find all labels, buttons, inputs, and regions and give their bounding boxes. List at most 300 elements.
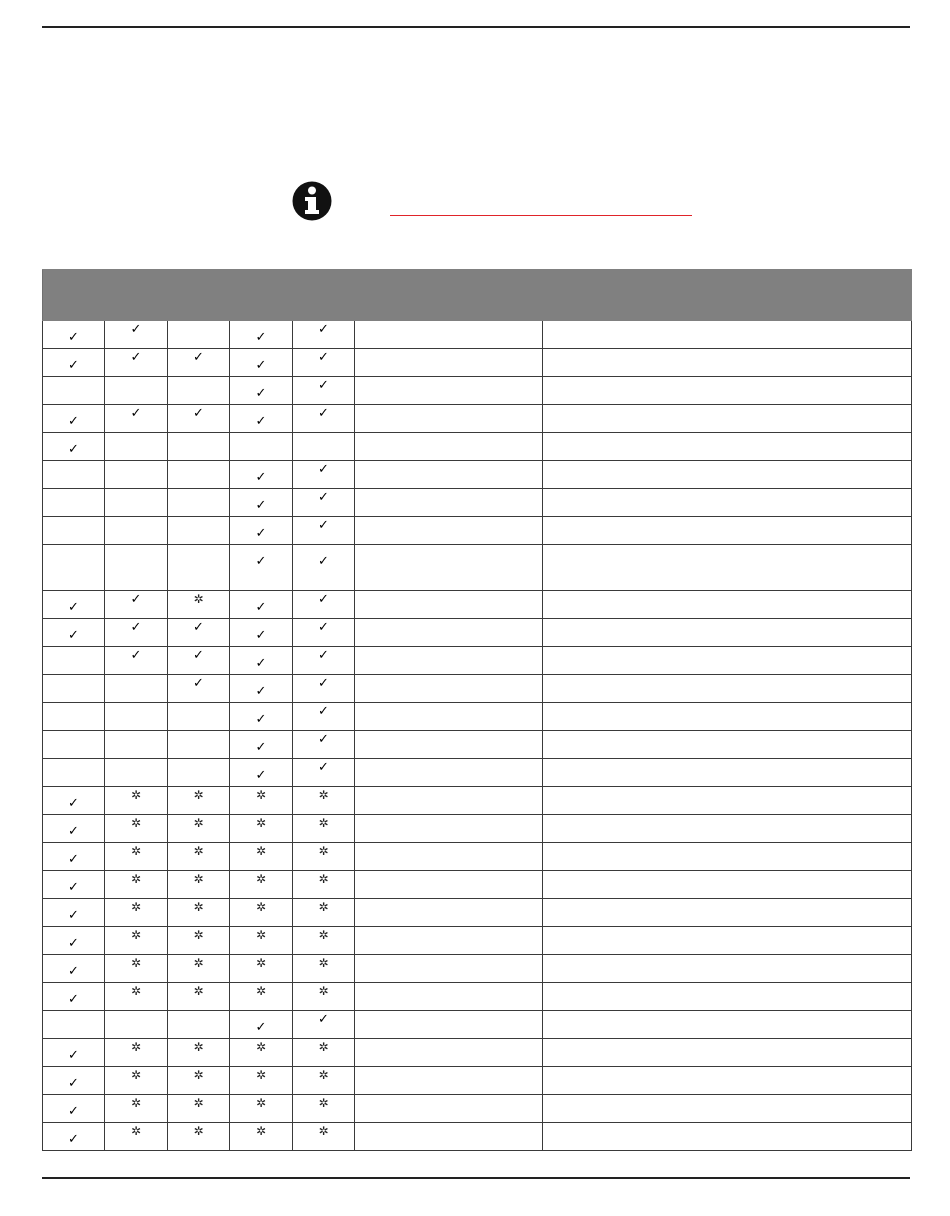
asterisk-icon: ✲ bbox=[255, 900, 267, 914]
table-header-row bbox=[43, 270, 912, 321]
asterisk-icon: ✲ bbox=[255, 1096, 267, 1110]
table-cell bbox=[293, 815, 355, 843]
table-cell bbox=[293, 899, 355, 927]
table-cell bbox=[293, 321, 355, 349]
asterisk-icon: ✲ bbox=[193, 788, 204, 802]
header-cell bbox=[230, 270, 293, 321]
table-cell bbox=[43, 675, 105, 703]
check-icon: ✓ bbox=[318, 676, 329, 691]
table-cell bbox=[105, 787, 168, 815]
table-cell bbox=[105, 927, 168, 955]
asterisk-icon: ✲ bbox=[255, 816, 267, 830]
table-cell bbox=[168, 871, 230, 899]
table-cell bbox=[105, 675, 168, 703]
table-cell bbox=[105, 545, 168, 591]
asterisk-icon: ✲ bbox=[318, 844, 329, 858]
table-cell bbox=[168, 461, 230, 489]
table-row bbox=[43, 815, 912, 843]
check-icon: ✓ bbox=[318, 648, 329, 663]
table-cell bbox=[168, 321, 230, 349]
table-cell bbox=[43, 759, 105, 787]
table-row bbox=[43, 675, 912, 703]
table-row bbox=[43, 647, 912, 675]
table-cell bbox=[355, 433, 543, 461]
asterisk-icon: ✲ bbox=[255, 984, 267, 998]
table-cell bbox=[230, 1011, 293, 1039]
check-icon: ✓ bbox=[255, 386, 267, 401]
check-icon: ✓ bbox=[318, 462, 329, 477]
check-icon: ✓ bbox=[68, 936, 79, 951]
table-cell bbox=[168, 787, 230, 815]
table-cell bbox=[355, 731, 543, 759]
table-row bbox=[43, 461, 912, 489]
table-cell bbox=[355, 787, 543, 815]
table-row bbox=[43, 843, 912, 871]
info-link-underline[interactable] bbox=[390, 215, 692, 216]
table-cell bbox=[543, 517, 912, 545]
table-cell bbox=[543, 405, 912, 433]
asterisk-icon: ✲ bbox=[318, 1124, 329, 1138]
check-icon: ✓ bbox=[68, 880, 79, 895]
table-cell bbox=[105, 1123, 168, 1151]
check-icon: ✓ bbox=[193, 676, 204, 691]
table-cell bbox=[230, 433, 293, 461]
asterisk-icon: ✲ bbox=[193, 816, 204, 830]
asterisk-icon: ✲ bbox=[130, 1068, 142, 1082]
header-cell bbox=[543, 270, 912, 321]
table-cell bbox=[168, 377, 230, 405]
table-row bbox=[43, 1123, 912, 1151]
table-cell bbox=[293, 1067, 355, 1095]
table-cell bbox=[43, 377, 105, 405]
table-row bbox=[43, 927, 912, 955]
table-row bbox=[43, 349, 912, 377]
check-icon: ✓ bbox=[318, 518, 329, 533]
table-cell bbox=[43, 731, 105, 759]
asterisk-icon: ✲ bbox=[193, 928, 204, 942]
header-cell bbox=[293, 270, 355, 321]
asterisk-icon: ✲ bbox=[193, 984, 204, 998]
table-cell bbox=[105, 349, 168, 377]
asterisk-icon: ✲ bbox=[318, 956, 329, 970]
table-cell bbox=[293, 1039, 355, 1067]
check-icon: ✓ bbox=[68, 796, 79, 811]
asterisk-icon: ✲ bbox=[318, 1040, 329, 1054]
check-icon: ✓ bbox=[68, 600, 79, 615]
asterisk-icon: ✲ bbox=[193, 872, 204, 886]
table-cell bbox=[543, 321, 912, 349]
asterisk-icon: ✲ bbox=[130, 844, 142, 858]
table-body bbox=[43, 321, 912, 1151]
table-cell bbox=[43, 899, 105, 927]
table-cell bbox=[543, 787, 912, 815]
asterisk-icon: ✲ bbox=[193, 1040, 204, 1054]
check-icon: ✓ bbox=[130, 648, 142, 663]
table-cell bbox=[105, 703, 168, 731]
table-cell bbox=[230, 619, 293, 647]
table-row bbox=[43, 1039, 912, 1067]
check-icon: ✓ bbox=[193, 350, 204, 365]
table-cell bbox=[230, 489, 293, 517]
table-row bbox=[43, 1067, 912, 1095]
asterisk-icon: ✲ bbox=[255, 872, 267, 886]
check-icon: ✓ bbox=[318, 322, 329, 337]
table-cell bbox=[293, 731, 355, 759]
table-cell bbox=[355, 1067, 543, 1095]
table-row bbox=[43, 489, 912, 517]
table-cell bbox=[168, 433, 230, 461]
table-cell bbox=[168, 405, 230, 433]
table-cell bbox=[168, 731, 230, 759]
asterisk-icon: ✲ bbox=[318, 984, 329, 998]
table-cell bbox=[43, 433, 105, 461]
table-cell bbox=[168, 983, 230, 1011]
asterisk-icon: ✲ bbox=[318, 1068, 329, 1082]
info-icon bbox=[292, 181, 332, 221]
table-cell bbox=[43, 815, 105, 843]
table-row bbox=[43, 1095, 912, 1123]
table-cell bbox=[543, 759, 912, 787]
table-cell bbox=[355, 899, 543, 927]
table-cell bbox=[293, 983, 355, 1011]
check-icon: ✓ bbox=[318, 490, 329, 505]
table-cell bbox=[230, 591, 293, 619]
table-cell bbox=[230, 377, 293, 405]
table-row bbox=[43, 517, 912, 545]
table-cell bbox=[105, 1095, 168, 1123]
table-cell bbox=[43, 405, 105, 433]
table-cell bbox=[293, 619, 355, 647]
table-cell bbox=[543, 1095, 912, 1123]
table-cell bbox=[105, 489, 168, 517]
check-icon: ✓ bbox=[255, 358, 267, 373]
table-cell bbox=[355, 405, 543, 433]
table-cell bbox=[230, 647, 293, 675]
table-cell bbox=[168, 815, 230, 843]
table-cell bbox=[543, 1039, 912, 1067]
check-icon: ✓ bbox=[68, 992, 79, 1007]
table-cell bbox=[293, 1011, 355, 1039]
check-icon: ✓ bbox=[255, 768, 267, 783]
check-icon: ✓ bbox=[318, 554, 329, 569]
check-icon: ✓ bbox=[255, 498, 267, 513]
table-cell bbox=[168, 1067, 230, 1095]
table-row bbox=[43, 731, 912, 759]
asterisk-icon: ✲ bbox=[193, 1068, 204, 1082]
table-cell bbox=[105, 405, 168, 433]
asterisk-icon: ✲ bbox=[255, 928, 267, 942]
table-cell bbox=[355, 647, 543, 675]
check-icon: ✓ bbox=[255, 712, 267, 727]
table-row bbox=[43, 591, 912, 619]
check-icon: ✓ bbox=[68, 1076, 79, 1091]
check-icon: ✓ bbox=[130, 350, 142, 365]
check-icon: ✓ bbox=[255, 656, 267, 671]
table-row bbox=[43, 321, 912, 349]
check-icon: ✓ bbox=[68, 414, 79, 429]
table-cell bbox=[355, 321, 543, 349]
table-cell bbox=[543, 433, 912, 461]
table-cell bbox=[168, 1039, 230, 1067]
table-cell bbox=[168, 1123, 230, 1151]
table-cell bbox=[43, 647, 105, 675]
table-cell bbox=[230, 461, 293, 489]
table-cell bbox=[293, 675, 355, 703]
asterisk-icon: ✲ bbox=[130, 1040, 142, 1054]
table-row bbox=[43, 899, 912, 927]
asterisk-icon: ✲ bbox=[193, 592, 204, 606]
table-cell bbox=[105, 1011, 168, 1039]
table-cell bbox=[43, 955, 105, 983]
table-cell bbox=[105, 1067, 168, 1095]
check-icon: ✓ bbox=[255, 628, 267, 643]
table-cell bbox=[43, 591, 105, 619]
table-cell bbox=[168, 489, 230, 517]
table-cell bbox=[105, 647, 168, 675]
table-cell bbox=[543, 955, 912, 983]
check-icon: ✓ bbox=[318, 760, 329, 775]
table-row bbox=[43, 1011, 912, 1039]
table-row bbox=[43, 433, 912, 461]
asterisk-icon: ✲ bbox=[130, 928, 142, 942]
check-icon: ✓ bbox=[318, 704, 329, 719]
table-row bbox=[43, 955, 912, 983]
table-cell bbox=[543, 619, 912, 647]
check-icon: ✓ bbox=[68, 1132, 79, 1147]
table-cell bbox=[293, 843, 355, 871]
asterisk-icon: ✲ bbox=[255, 956, 267, 970]
table-cell bbox=[355, 703, 543, 731]
check-icon: ✓ bbox=[318, 406, 329, 421]
check-icon: ✓ bbox=[318, 732, 329, 747]
asterisk-icon: ✲ bbox=[130, 984, 142, 998]
table-cell bbox=[543, 489, 912, 517]
table-cell bbox=[543, 675, 912, 703]
table-cell bbox=[543, 871, 912, 899]
table-cell bbox=[105, 871, 168, 899]
check-icon: ✓ bbox=[255, 600, 267, 615]
table-cell bbox=[230, 349, 293, 377]
table-cell bbox=[43, 871, 105, 899]
table-cell bbox=[293, 871, 355, 899]
asterisk-icon: ✲ bbox=[318, 872, 329, 886]
table-cell bbox=[355, 517, 543, 545]
asterisk-icon: ✲ bbox=[193, 1096, 204, 1110]
table-cell bbox=[293, 433, 355, 461]
check-icon: ✓ bbox=[255, 330, 267, 345]
table-cell bbox=[43, 843, 105, 871]
check-icon: ✓ bbox=[318, 350, 329, 365]
table-cell bbox=[293, 591, 355, 619]
table-cell bbox=[293, 759, 355, 787]
table-cell bbox=[230, 703, 293, 731]
check-icon: ✓ bbox=[255, 526, 267, 541]
asterisk-icon: ✲ bbox=[193, 844, 204, 858]
table-cell bbox=[543, 377, 912, 405]
asterisk-icon: ✲ bbox=[130, 900, 142, 914]
table-cell bbox=[105, 321, 168, 349]
table-cell bbox=[43, 349, 105, 377]
table-cell bbox=[293, 377, 355, 405]
asterisk-icon: ✲ bbox=[318, 788, 329, 802]
table-cell bbox=[230, 787, 293, 815]
table-cell bbox=[230, 871, 293, 899]
table-cell bbox=[105, 955, 168, 983]
table-cell bbox=[43, 489, 105, 517]
table-cell bbox=[168, 619, 230, 647]
table-cell bbox=[230, 983, 293, 1011]
check-icon: ✓ bbox=[68, 908, 79, 923]
table-cell bbox=[105, 759, 168, 787]
table-cell bbox=[168, 927, 230, 955]
table-cell bbox=[293, 489, 355, 517]
table-row bbox=[43, 983, 912, 1011]
asterisk-icon: ✲ bbox=[255, 788, 267, 802]
table-cell bbox=[230, 731, 293, 759]
check-icon: ✓ bbox=[68, 1104, 79, 1119]
table-cell bbox=[543, 1011, 912, 1039]
table-row bbox=[43, 703, 912, 731]
table-row bbox=[43, 619, 912, 647]
check-icon: ✓ bbox=[68, 628, 79, 643]
table-row bbox=[43, 377, 912, 405]
table-cell bbox=[293, 1095, 355, 1123]
table-cell bbox=[43, 1011, 105, 1039]
table-cell bbox=[43, 1123, 105, 1151]
table-row bbox=[43, 871, 912, 899]
table-cell bbox=[543, 843, 912, 871]
check-icon: ✓ bbox=[318, 592, 329, 607]
table-cell bbox=[168, 591, 230, 619]
table-cell bbox=[293, 517, 355, 545]
table-cell bbox=[230, 675, 293, 703]
table-cell bbox=[355, 1095, 543, 1123]
table-cell bbox=[293, 955, 355, 983]
table-cell bbox=[355, 1011, 543, 1039]
table-cell bbox=[43, 787, 105, 815]
table-cell bbox=[230, 955, 293, 983]
table-cell bbox=[105, 377, 168, 405]
table-cell bbox=[293, 703, 355, 731]
asterisk-icon: ✲ bbox=[130, 1096, 142, 1110]
table-cell bbox=[43, 1039, 105, 1067]
asterisk-icon: ✲ bbox=[130, 1124, 142, 1138]
table-cell bbox=[543, 731, 912, 759]
asterisk-icon: ✲ bbox=[193, 956, 204, 970]
table-cell bbox=[168, 675, 230, 703]
table-cell bbox=[105, 591, 168, 619]
table-cell bbox=[168, 1095, 230, 1123]
check-icon: ✓ bbox=[193, 620, 204, 635]
table-cell bbox=[543, 899, 912, 927]
table-cell bbox=[355, 759, 543, 787]
table-cell bbox=[230, 1067, 293, 1095]
table-cell bbox=[168, 955, 230, 983]
check-icon: ✓ bbox=[255, 740, 267, 755]
check-icon: ✓ bbox=[68, 330, 79, 345]
table-cell bbox=[355, 591, 543, 619]
table-cell bbox=[355, 461, 543, 489]
asterisk-icon: ✲ bbox=[255, 844, 267, 858]
compatibility-table bbox=[42, 269, 912, 1151]
table-cell bbox=[230, 1123, 293, 1151]
table-cell bbox=[543, 647, 912, 675]
table-cell bbox=[355, 489, 543, 517]
table-cell bbox=[543, 983, 912, 1011]
check-icon: ✓ bbox=[68, 1048, 79, 1063]
table-row bbox=[43, 405, 912, 433]
header-cell bbox=[355, 270, 543, 321]
table-cell bbox=[355, 1123, 543, 1151]
check-icon: ✓ bbox=[130, 592, 142, 607]
table-cell bbox=[293, 927, 355, 955]
table-row bbox=[43, 787, 912, 815]
table-cell bbox=[230, 815, 293, 843]
table-cell bbox=[293, 349, 355, 377]
check-icon: ✓ bbox=[255, 684, 267, 699]
table-cell bbox=[543, 591, 912, 619]
table-cell bbox=[105, 619, 168, 647]
check-icon: ✓ bbox=[130, 406, 142, 421]
table-cell bbox=[105, 433, 168, 461]
table-cell bbox=[543, 1067, 912, 1095]
asterisk-icon: ✲ bbox=[318, 816, 329, 830]
table-cell bbox=[293, 647, 355, 675]
table-cell bbox=[43, 321, 105, 349]
table-cell bbox=[105, 815, 168, 843]
check-icon: ✓ bbox=[255, 470, 267, 485]
check-icon: ✓ bbox=[68, 852, 79, 867]
check-icon: ✓ bbox=[68, 964, 79, 979]
asterisk-icon: ✲ bbox=[193, 900, 204, 914]
table-cell bbox=[230, 759, 293, 787]
header-rule bbox=[42, 26, 910, 28]
table-cell bbox=[543, 1123, 912, 1151]
table-cell bbox=[43, 1095, 105, 1123]
table-cell bbox=[105, 983, 168, 1011]
table-cell bbox=[355, 927, 543, 955]
table-cell bbox=[168, 349, 230, 377]
table-cell bbox=[543, 349, 912, 377]
check-icon: ✓ bbox=[318, 1012, 329, 1027]
table-cell bbox=[105, 517, 168, 545]
table-cell bbox=[168, 843, 230, 871]
table-cell bbox=[105, 731, 168, 759]
table-cell bbox=[230, 927, 293, 955]
table-cell bbox=[105, 899, 168, 927]
asterisk-icon: ✲ bbox=[130, 788, 142, 802]
table-cell bbox=[43, 545, 105, 591]
asterisk-icon: ✲ bbox=[318, 1096, 329, 1110]
table-cell bbox=[43, 461, 105, 489]
check-icon: ✓ bbox=[130, 620, 142, 635]
table-cell bbox=[168, 517, 230, 545]
asterisk-icon: ✲ bbox=[318, 900, 329, 914]
asterisk-icon: ✲ bbox=[318, 928, 329, 942]
check-icon: ✓ bbox=[318, 378, 329, 393]
table-cell bbox=[230, 843, 293, 871]
table-cell bbox=[43, 517, 105, 545]
check-icon: ✓ bbox=[68, 442, 79, 457]
table-cell bbox=[543, 461, 912, 489]
table-cell bbox=[355, 871, 543, 899]
table-cell bbox=[230, 1095, 293, 1123]
table-cell bbox=[543, 927, 912, 955]
asterisk-icon: ✲ bbox=[255, 1124, 267, 1138]
table-cell bbox=[355, 349, 543, 377]
table-cell bbox=[105, 843, 168, 871]
table-cell bbox=[105, 1039, 168, 1067]
